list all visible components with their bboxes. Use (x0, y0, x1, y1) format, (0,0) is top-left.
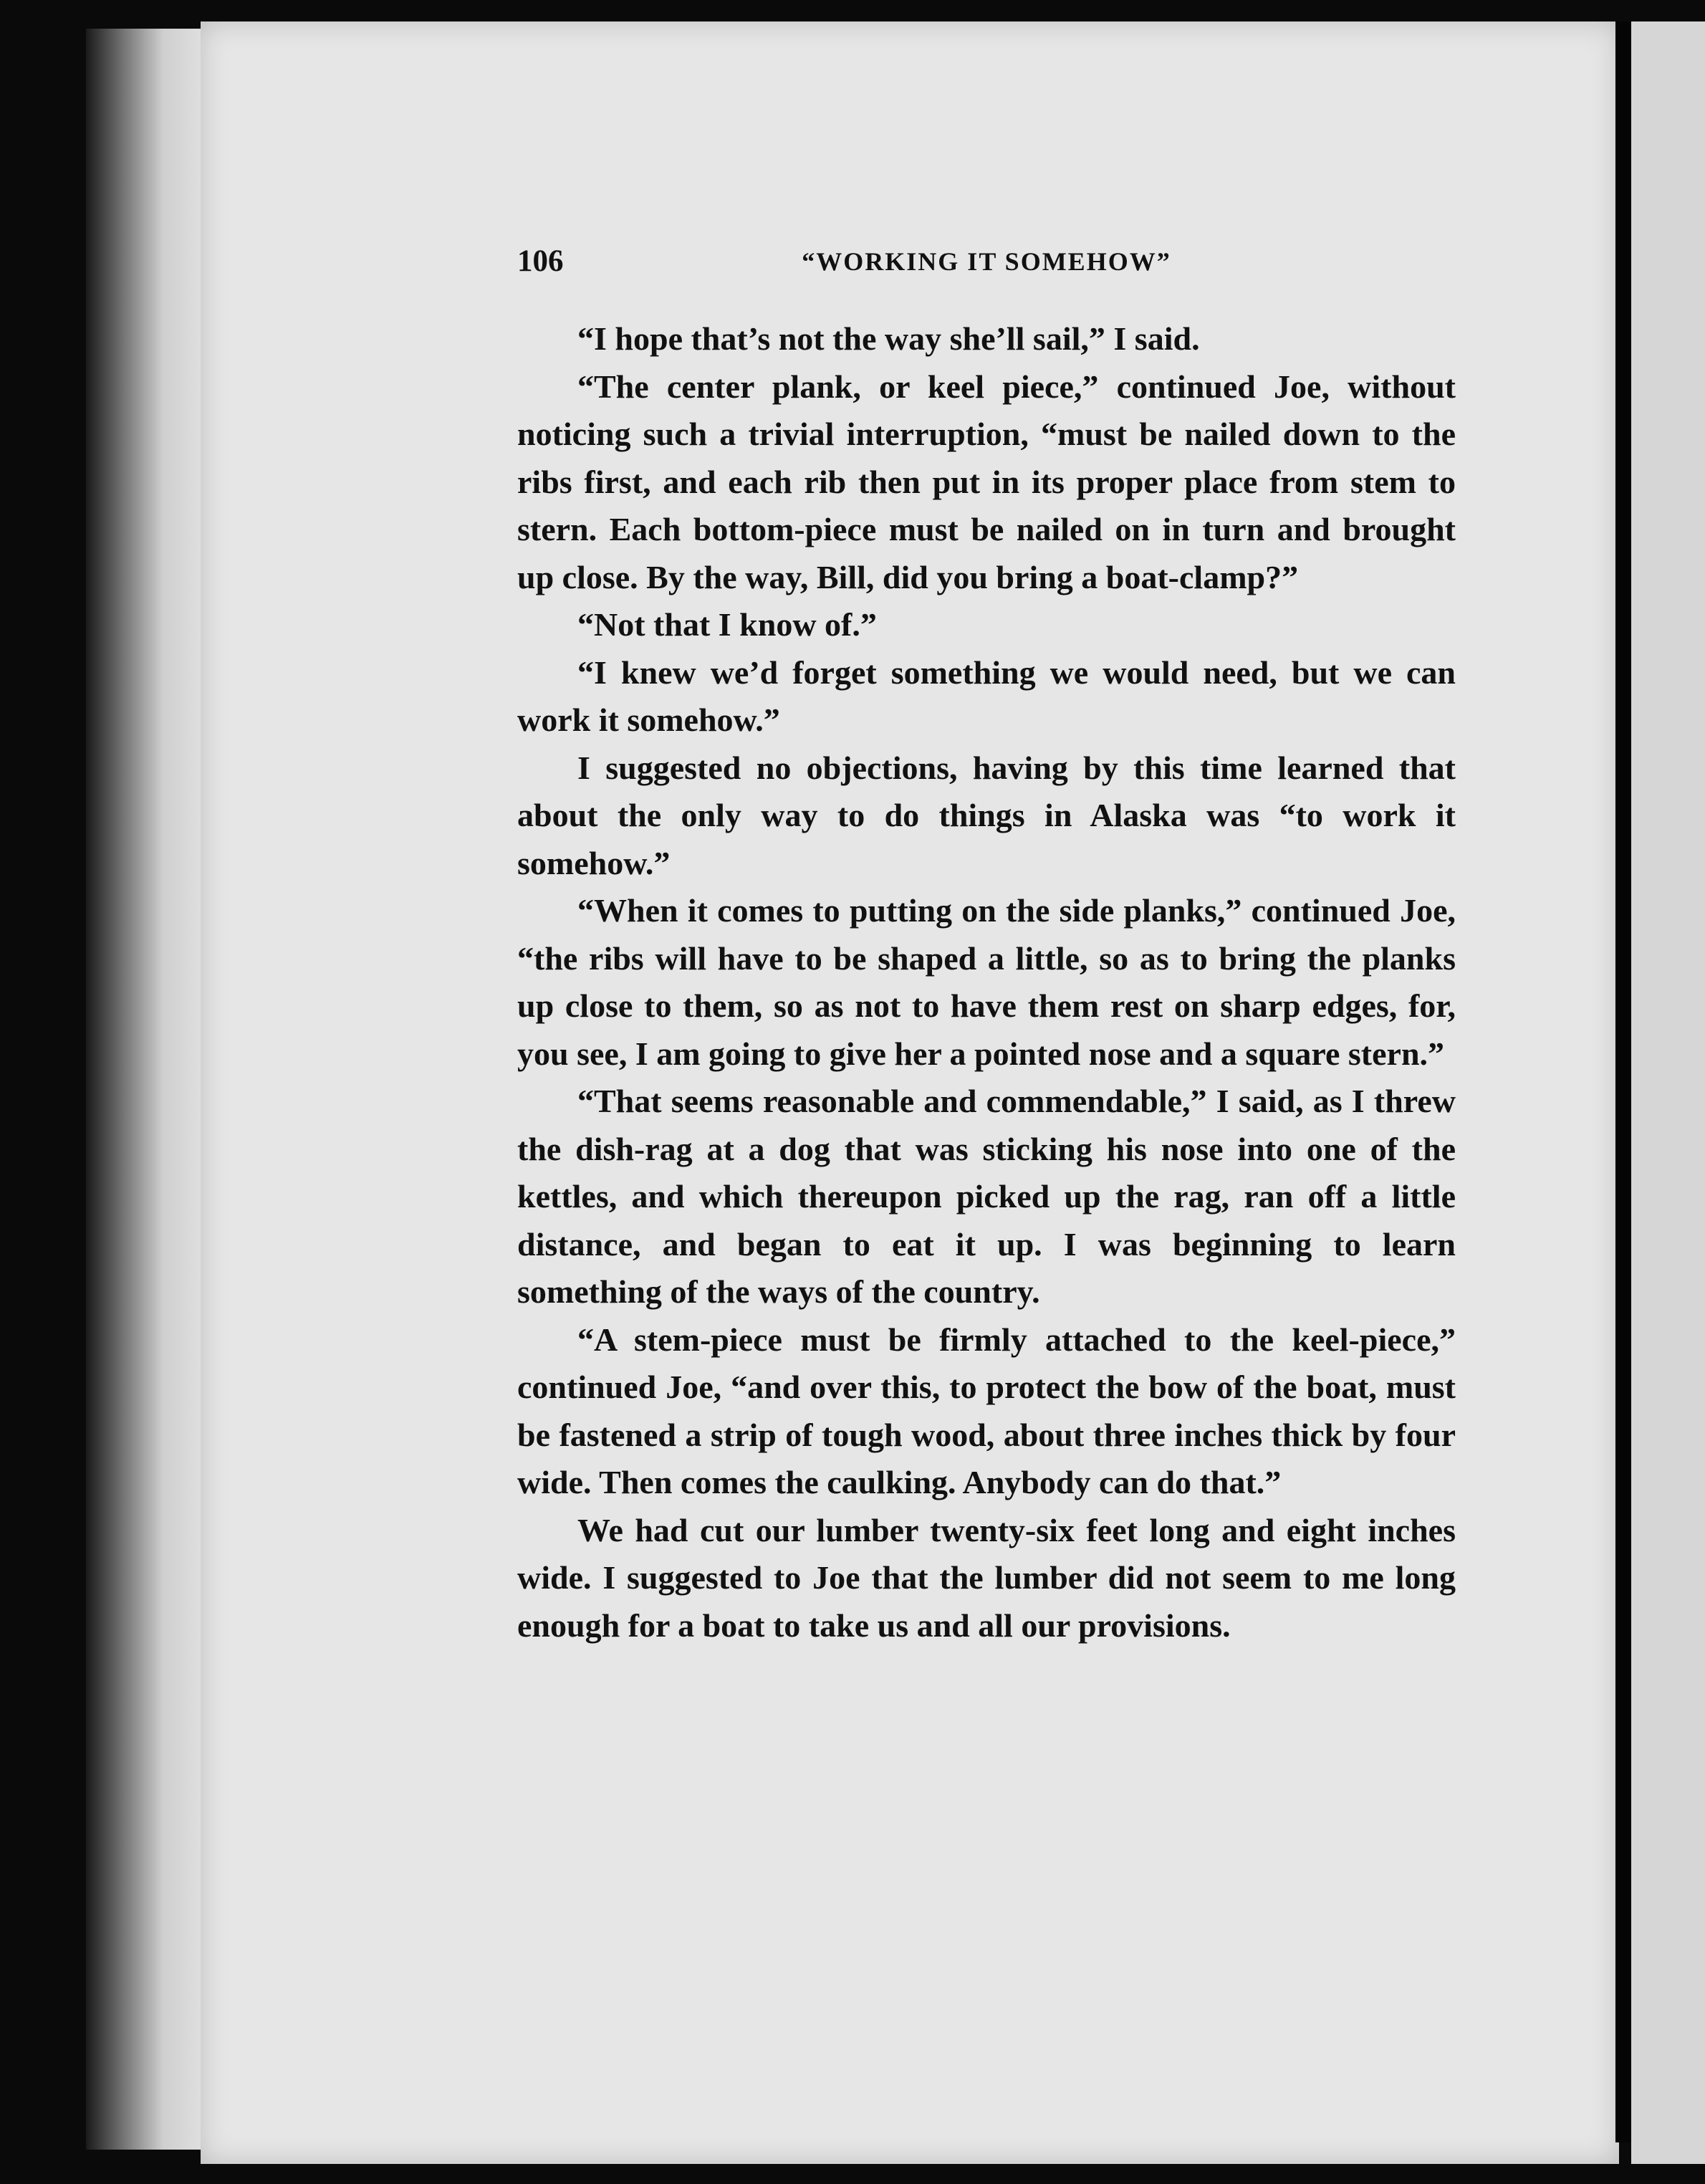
paragraph: “I hope that’s not the way she’ll sail,” I said. (577, 320, 1200, 357)
paragraph: I suggested no objections, having by this time learned that about the only way to do things in Alaska was “to work it somehow.” (517, 749, 1456, 881)
page-number: 106 (517, 244, 564, 278)
running-head: “WORKING IT SOMEHOW” (802, 247, 1171, 276)
paragraph: “The center plank, or keel piece,” continued Joe, without noticing such a trivial interruption, “must be nailed down to the ribs first, and each rib then put in its proper place from stem to stern. Each bottom-piece must be nailed on in turn and brought up close. By the way, Bill, did you bring a boat-clamp?” (517, 368, 1456, 595)
book-spine-shadow (86, 29, 215, 2150)
paragraph: “That seems reasonable and commendable,” I said, as I threw the dish-rag at a dog that was sticking his nose into one of the kettles, and which thereupon picked up the rag, ran off a little distance, and began to eat it up. I was beginning to learn something of the ways of the country. (517, 1083, 1456, 1310)
page-gutter-edge (1615, 21, 1631, 2142)
paragraph: “Not that I know of.” (577, 606, 877, 643)
adjacent-page (1631, 21, 1705, 2164)
body-text (517, 315, 1456, 1649)
page-header (517, 244, 1456, 287)
paragraph: “I knew we’d forget something we would need, but we can work it somehow.” (517, 653, 1456, 738)
paragraph: We had cut our lumber twenty-six feet long and eight inches wide. I suggested to Joe that the lumber did not seem to me long enough for a boat to take us and all our provisions. (517, 1511, 1456, 1644)
paragraph: “A stem-piece must be firmly attached to the keel-piece,” continued Joe, “and over this, to protect the bow of the boat, must be fastened a strip of tough wood, about three inches thick by four wide. Then comes the caulking. Anybody can do that.” (517, 1321, 1456, 1500)
paragraph: “When it comes to putting on the side planks,” continued Joe, “the ribs will have to be shaped a little, so as to bring the planks up close to them, so as not to have them rest on sharp edges, for, you see, I am going to give her a pointed nose and a square stern.” (517, 892, 1456, 1072)
